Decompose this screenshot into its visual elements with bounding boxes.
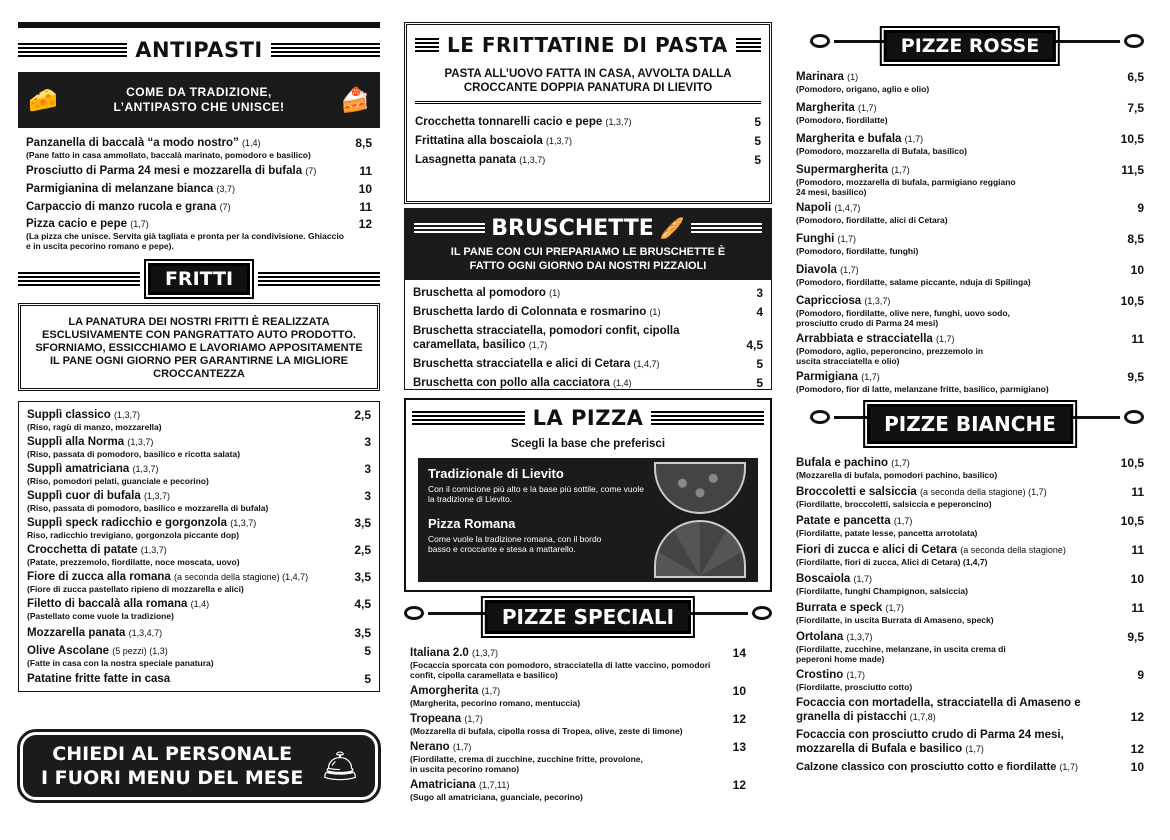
bianche-list	[796, 456, 1144, 774]
frittatine-subtitle: PASTA ALL’UOVO FATTA IN CASA, AVVOLTA DALLA CROCCANTE DOPPIA PANATURA DI LIEVITO	[444, 68, 732, 94]
list-item: Amorgherita (1,7) (Margherita, pecorino romano, mentuccia) 10	[410, 684, 746, 708]
antipasti-title: ANTIPASTI	[135, 38, 263, 62]
frittatine-section	[404, 22, 772, 204]
antipasti-banner-line-2: L’ANTIPASTO CHE UNISCE!	[113, 100, 285, 114]
top-rule	[18, 22, 380, 28]
list-item: Nerano (1,7) (Fiordilatte, crema di zucchine, zucchine fritte, provolone, in uscita pecorino romano) 13	[410, 740, 746, 774]
list-item: Broccoletti e salsiccia (a seconda della stagione) (1,7) (Fiordilatte, broccoletti, salsiccia e peperoncino) 11	[796, 485, 1144, 509]
speciali-list	[404, 646, 772, 802]
frittatine-header	[415, 33, 761, 57]
la-pizza-header	[412, 406, 764, 430]
speciali-header	[404, 598, 772, 640]
list-item: Patatine fritte fatte in casa 5	[27, 672, 371, 686]
bread-icon: 🥖	[659, 218, 685, 240]
fuori-menu-line-2: I FUORI MENU DEL MESE	[41, 767, 304, 789]
list-item: Mozzarella panata (1,3,4,7) 3,5	[27, 626, 371, 640]
list-item: Bruschetta lardo di Colonnata e rosmarino (1) 4	[413, 305, 763, 319]
list-item: Focaccia con mortadella, stracciatella di Amaseno e granella di pistacchi (1,7,8) 12	[796, 697, 1144, 724]
cake-icon: 🍰	[340, 86, 370, 114]
list-item: Napoli (1,4,7) (Pomodoro, fiordilatte, alici di Cetara) 9	[796, 201, 1144, 225]
fritti-intro: LA PANATURA DEI NOSTRI FRITTI È REALIZZATA ESCLUSIVAMENTE CON PANGRATTATO AUTO PRODOTTO. SFORNIAMO, ESSICCHIAMO E LAVORIAMO APPOSITAMENTE IL PANE OGNI GIORNO PER GARANTIRNE LA MIGLIORE CROCCANTEZZA	[18, 303, 380, 391]
fuori-menu-banner	[20, 732, 378, 800]
speciali-title: PIZZE SPECIALI	[485, 600, 691, 634]
cheese-icon: 🧀	[28, 86, 58, 114]
list-item: Pizza cacio e pepe (1,7) (La pizza che unisce. Servita già tagliata e pronta per la condivisione. Ghiaccio e in uscita pecorino romano e pepe). 12	[26, 217, 372, 251]
fritti-title: FRITTI	[148, 263, 250, 295]
list-item: Patate e pancetta (1,7) (Fiordilatte, patate lesse, pancetta arrotolata) 10,5	[796, 514, 1144, 538]
list-item: Bufala e pachino (1,7) (Mozzarella di bufala, pomodori pachino, basilico) 10,5	[796, 456, 1144, 480]
list-item: Tropeana (1,7) (Mozzarella di bufala, cipolla rossa di Tropea, olive, zeste di limone) 12	[410, 712, 746, 736]
list-item: Bruschetta stracciatella, pomodori confit, cipolla caramellata, basilico (1,7) 4,5	[413, 325, 763, 352]
list-item: Arrabbiata e stracciatella (1,7) (Pomodoro, aglio, peperoncino, prezzemolo in uscita stracciatella e olio) 11	[796, 332, 1144, 366]
list-item: Margherita (1,7) (Pomodoro, fiordilatte) 7,5	[796, 101, 1144, 125]
fuori-menu-line-1: CHIEDI AL PERSONALE	[52, 743, 293, 765]
fritti-header	[18, 263, 380, 295]
la-pizza-subtitle: Scegli la base che preferisci	[510, 438, 666, 450]
list-item: Filetto di baccalà alla romana (1,4) (Pastellato come vuole la tradizione) 4,5	[27, 597, 371, 621]
la-pizza-title: LA PIZZA	[532, 406, 644, 430]
list-item: Italiana 2.0 (1,3,7) (Focaccia sporcata con pomodoro, stracciatella di latte vaccino, pomodori confit, cipolla caramellata e basilico) 14	[410, 646, 746, 680]
list-item: Crocchetta tonnarelli cacio e pepe (1,3,7) 5	[415, 115, 761, 129]
la-pizza-section	[404, 398, 772, 592]
list-item: Supermargherita (1,7) (Pomodoro, mozzarella di bufala, parmigiano reggiano 24 mesi, basilico) 11,5	[796, 163, 1144, 197]
rosse-title: PIZZE ROSSE	[884, 30, 1056, 62]
base-item	[428, 516, 618, 554]
list-item: Ortolana (1,3,7) (Fiordilatte, zucchine, melanzane, in uscita crema di peperoni home made) 9,5	[796, 630, 1144, 664]
list-item: Supplì cuor di bufala (1,3,7) (Riso, passata di pomodoro, basilico e mozzarella di bufala) 3	[27, 489, 371, 513]
list-item: Panzanella di baccalà “a modo nostro” (1,4) (Pane fatto in casa ammollato, baccalà marinato, pomodoro e basilico) 8,5	[26, 136, 372, 160]
list-item: Supplì amatriciana (1,3,7) (Riso, pomodori pelati, guanciale e pecorino) 3	[27, 462, 371, 486]
list-item: Crocchetta di patate (1,3,7) (Patate, prezzemolo, fiordilatte, noce moscata, uovo) 2,5	[27, 543, 371, 567]
bianche-header	[796, 402, 1144, 450]
list-item: Supplì classico (1,3,7) (Riso, ragù di manzo, mozzarella) 2,5	[27, 408, 371, 432]
list-item: Fiori di zucca e alici di Cetara (a seconda della stagione) (Fiordilatte, fiori di zucca, Alici di Cetara) (1,4,7) 11	[796, 543, 1144, 567]
column-center	[404, 0, 772, 840]
list-item: Funghi (1,7) (Pomodoro, fiordilatte, funghi) 8,5	[796, 232, 1144, 256]
list-item: Parmigianina di melanzane bianca (3,7) 10	[26, 182, 372, 196]
la-pizza-bases	[418, 458, 758, 582]
list-item: Bruschetta con pollo alla cacciatora (1,4) 5	[413, 376, 763, 390]
bruschette-title: BRUSCHETTE	[491, 216, 654, 241]
bruschette-subtitle: IL PANE CON CUI PREPARIAMO LE BRUSCHETTE È FATTO OGNI GIORNO DAI NOSTRI PIZZAIOLI	[450, 246, 726, 272]
antipasti-list	[18, 136, 380, 251]
list-item: Focaccia con prosciutto crudo di Parma 24 mesi, mozzarella di Bufala e basilico (1,7) 12	[796, 729, 1144, 756]
bruschette-list	[404, 280, 772, 390]
list-item: Calzone classico con prosciutto cotto e fiordilatte (1,7) 10	[796, 760, 1144, 774]
list-item: Capricciosa (1,3,7) (Pomodoro, fiordilatte, olive nere, funghi, uovo sodo, prosciutto crudo di Parma 24 mesi) 10,5	[796, 294, 1144, 328]
list-item: Carpaccio di manzo rucola e grana (7) 11	[26, 200, 372, 214]
pizza-icon	[654, 520, 746, 578]
list-item: Supplì alla Norma (1,3,7) (Riso, passata di pomodoro, basilico e ricotta salata) 3	[27, 435, 371, 459]
list-item: Marinara (1) (Pomodoro, origano, aglio e olio) 6,5	[796, 70, 1144, 94]
list-item: Frittatina alla boscaiola (1,3,7) 5	[415, 134, 761, 148]
list-item: Supplì speck radicchio e gorgonzola (1,3,7) Riso, radicchio trevigiano, gorgonzola piccante dop) 3,5	[27, 516, 371, 540]
base-desc: Con il cornicione più alto e la base più sottile, come vuole la tradizione di Lievito.	[428, 484, 644, 504]
list-item: Bruschetta stracciatella e alici di Cetara (1,4,7) 5	[413, 357, 763, 371]
list-item: Lasagnetta panata (1,3,7) 5	[415, 153, 761, 167]
pizza-icon	[654, 462, 746, 514]
cloche-icon: 🛎	[320, 749, 359, 783]
rosse-list	[796, 70, 1144, 394]
list-item: Margherita e bufala (1,7) (Pomodoro, mozzarella di Bufala, basilico) 10,5	[796, 132, 1144, 156]
bruschette-header	[404, 208, 772, 280]
bianche-title: PIZZE BIANCHE	[867, 404, 1073, 444]
fritti-list	[18, 401, 380, 692]
column-left	[18, 0, 380, 840]
list-item: Diavola (1,7) (Pomodoro, fiordilatte, salame piccante, nduja di Spilinga) 10	[796, 263, 1144, 287]
list-item: Amatriciana (1,7,11) (Sugo all amatriciana, guanciale, pecorino) 12	[410, 778, 746, 802]
antipasti-banner	[18, 72, 380, 128]
list-item: Bruschetta al pomodoro (1) 3	[413, 286, 763, 300]
base-desc: Come vuole la tradizione romana, con il bordo basso e croccante e stesa a mattarello.	[428, 534, 602, 554]
list-item: Crostino (1,7) (Fiordilatte, prosciutto cotto) 9	[796, 668, 1144, 692]
frittatine-list	[415, 115, 761, 167]
base-item	[428, 466, 648, 504]
base-name: Pizza Romana	[428, 516, 516, 531]
list-item: Prosciutto di Parma 24 mesi e mozzarella di bufala (7) 11	[26, 164, 372, 178]
list-item: Boscaiola (1,7) (Fiordilatte, funghi Champignon, salsiccia) 10	[796, 572, 1144, 596]
column-right	[796, 0, 1144, 840]
antipasti-banner-line-1: COME DA TRADIZIONE,	[126, 85, 272, 99]
rosse-header	[796, 26, 1144, 66]
base-name: Tradizionale di Lievito	[428, 466, 564, 481]
frittatine-title: LE FRITTATINE DI PASTA	[447, 33, 728, 57]
list-item: Olive Ascolane (5 pezzi) (1,3) (Fatte in casa con la nostra speciale panatura) 5	[27, 644, 371, 668]
list-item: Parmigiana (1,7) (Pomodoro, fior di latte, melanzane fritte, basilico, parmigiano) 9,5	[796, 370, 1144, 394]
list-item: Fiore di zucca alla romana (a seconda della stagione) (1,4,7) (Fiore di zucca pastellato ripieno di mozzarella e alici) 3,5	[27, 570, 371, 594]
antipasti-header	[18, 38, 380, 62]
list-item: Burrata e speck (1,7) (Fiordilatte, in uscita Burrata di Amaseno, speck) 11	[796, 601, 1144, 625]
